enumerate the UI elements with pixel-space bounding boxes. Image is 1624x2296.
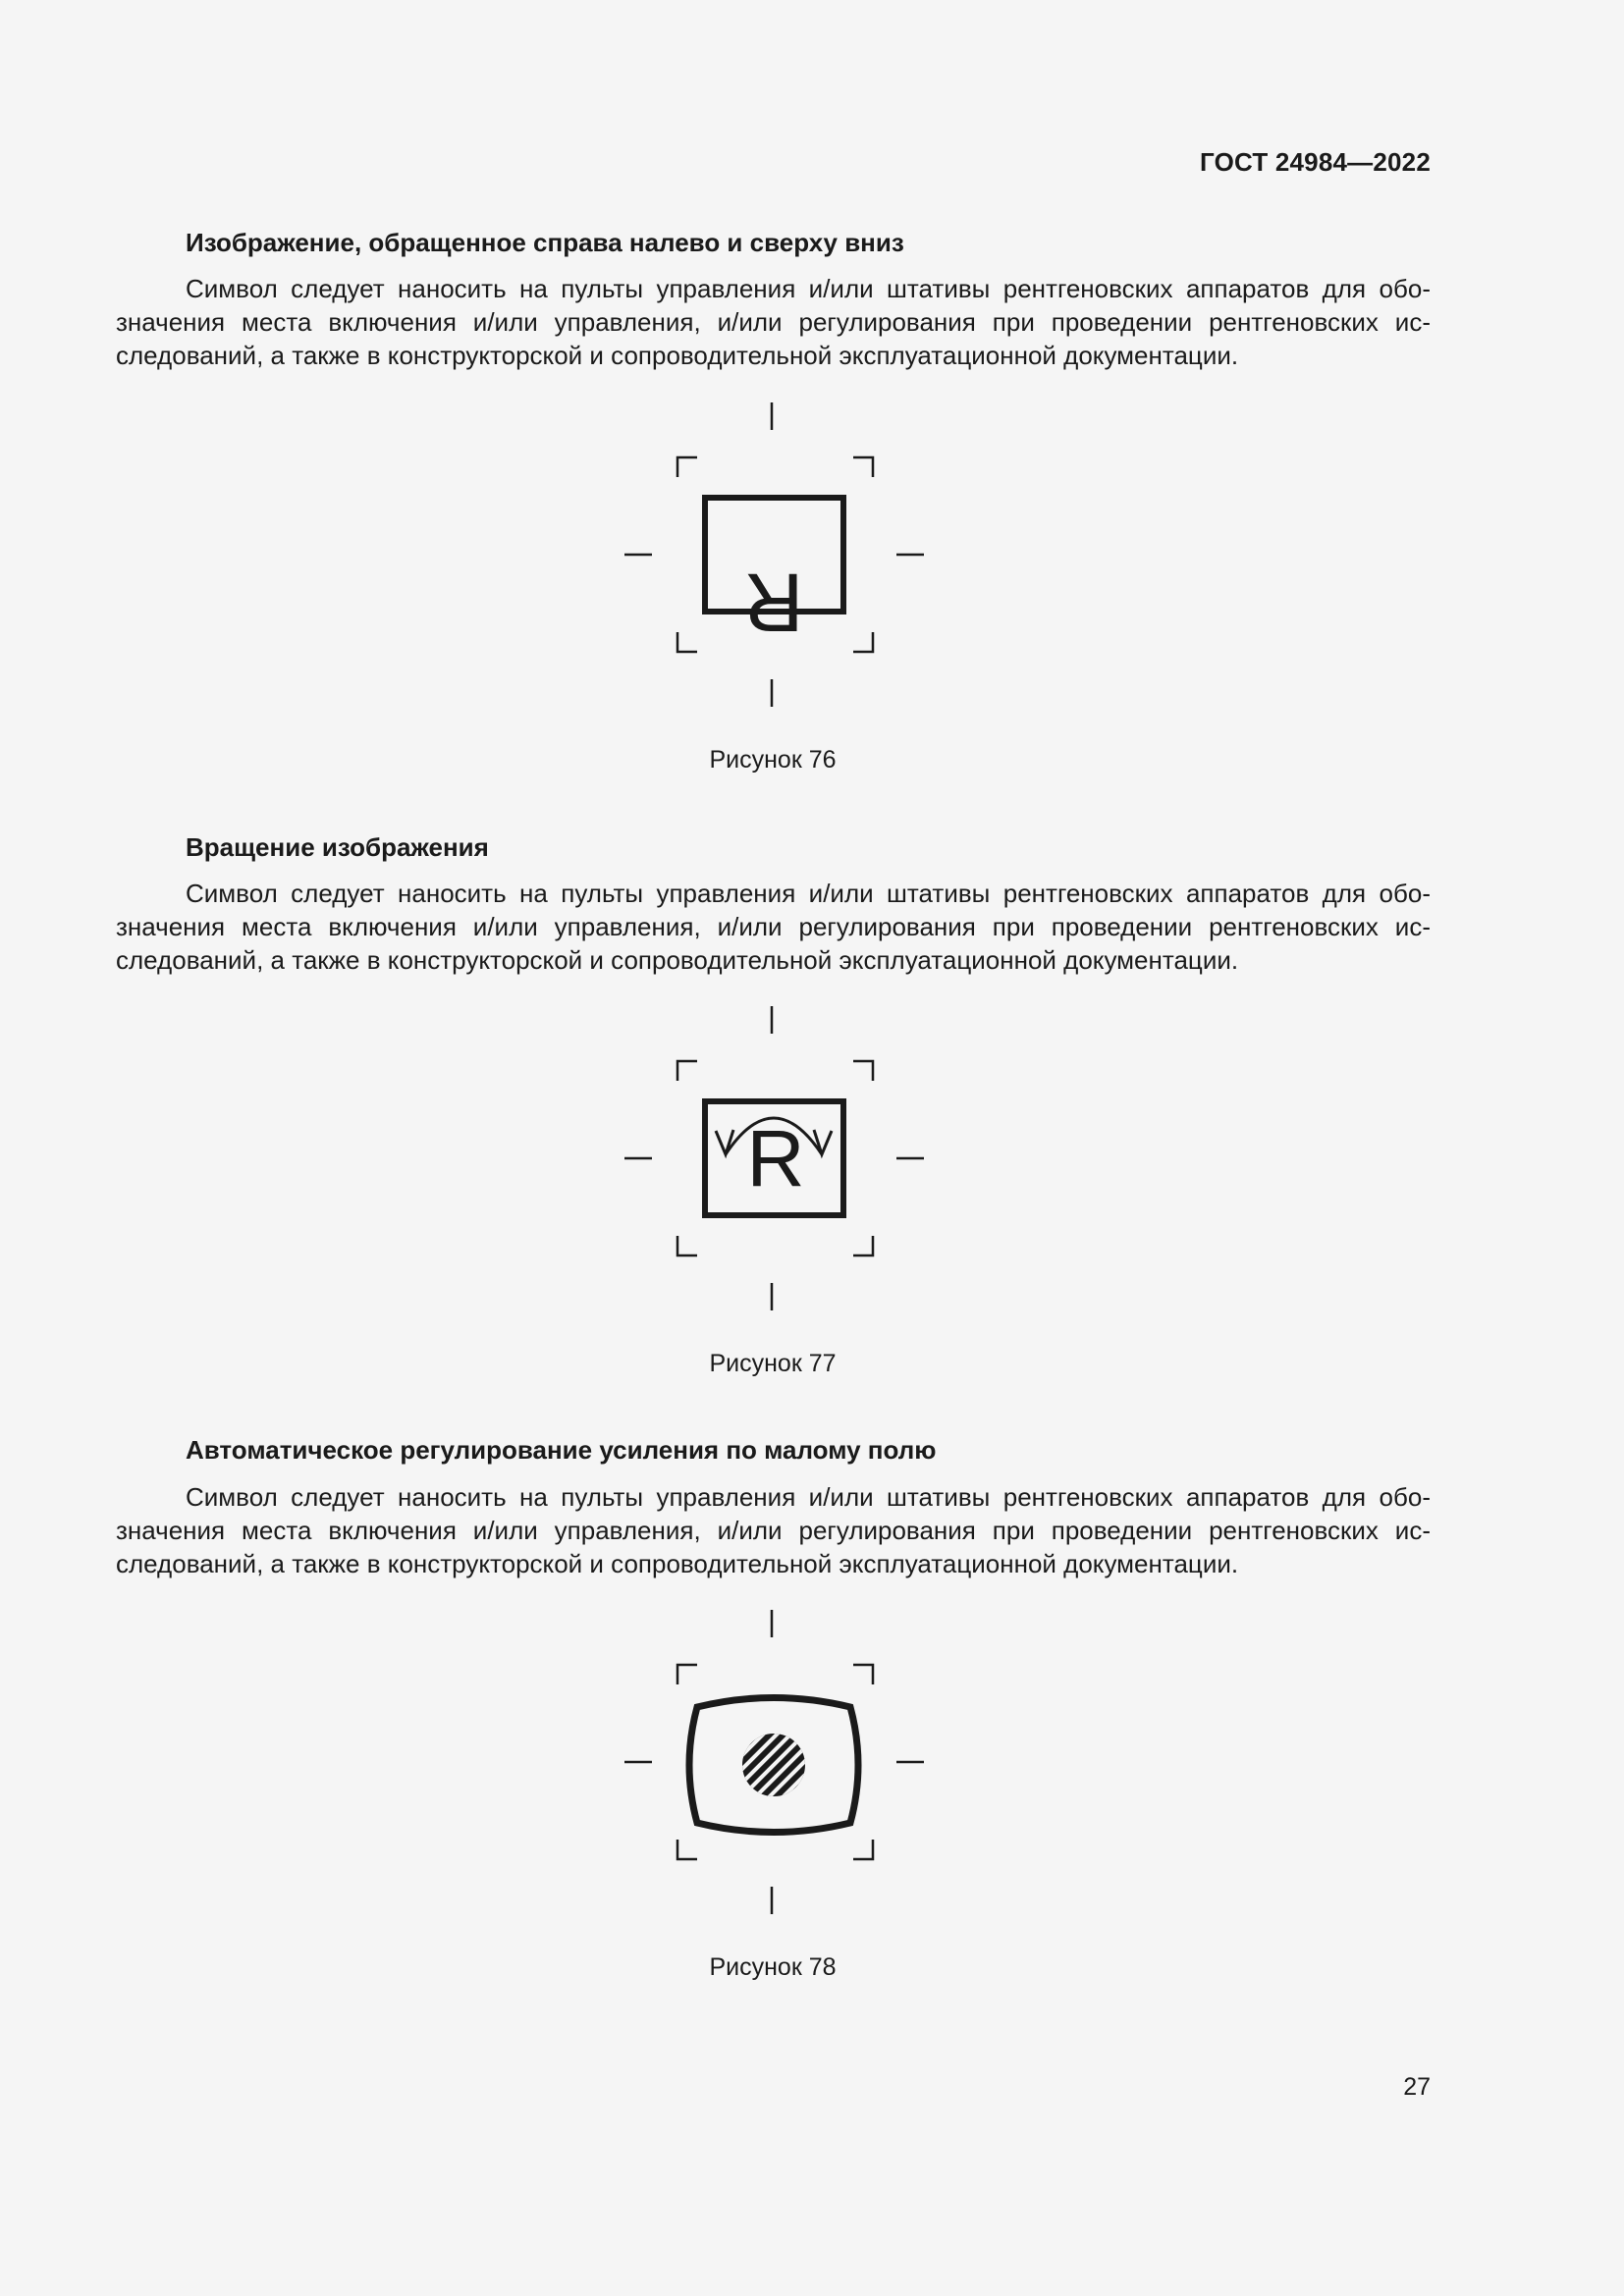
hatched-disc-icon [727, 1702, 827, 1798]
section-description: Символ следует наносить на пульты управления и/или штативы рентгеновских аппаратов для обозначения места включения и/или управления, и/или регулирования при проведении рентгеновских исследований, а также в конструкторской и сопроводительной эксплуатационной документации. [116, 879, 1431, 975]
rotation-arrow-left-icon [716, 1130, 733, 1154]
page-number: 27 [1403, 2073, 1431, 2101]
figure-caption: Рисунок 76 [709, 746, 837, 774]
section-title-image-rotation: Вращение изображения [186, 832, 489, 862]
section-title-automatic-gain-control: Автоматическое регулирование усиления по малому полю [186, 1435, 937, 1465]
section-description: Символ следует наносить на пульты управления и/или штативы рентгеновских аппаратов для обозначения места включения и/или управления, и/или регулирования при проведении рентгеновских исследований, а также в конструкторской и сопроводительной эксплуатационной документации. [116, 274, 1431, 370]
rotation-arrow-right-icon [814, 1130, 832, 1154]
section-description: Символ следует наносить на пульты управления и/или штативы рентгеновских аппаратов для обозначения места включения и/или управления, и/или регулирования при проведении рентгеновских исследований, а также в конструкторской и сопроводительной эксплуатационной документации. [116, 1482, 1431, 1578]
section-title-mirrored-image: Изображение, обращенное справа налево и сверху вниз [186, 228, 904, 257]
figure-mirrored-image [619, 402, 929, 724]
figure-image-rotation [619, 1006, 929, 1328]
standard-code: ГОСТ 24984—2022 [1200, 147, 1431, 177]
registration-marks [624, 402, 924, 707]
figure-small-field-gain [619, 1610, 929, 1932]
r-glyph: R [746, 1114, 805, 1204]
figure-caption: Рисунок 77 [709, 1350, 837, 1377]
figure-caption: Рисунок 78 [709, 1953, 837, 1981]
mirrored-r-glyph: R [743, 556, 804, 649]
